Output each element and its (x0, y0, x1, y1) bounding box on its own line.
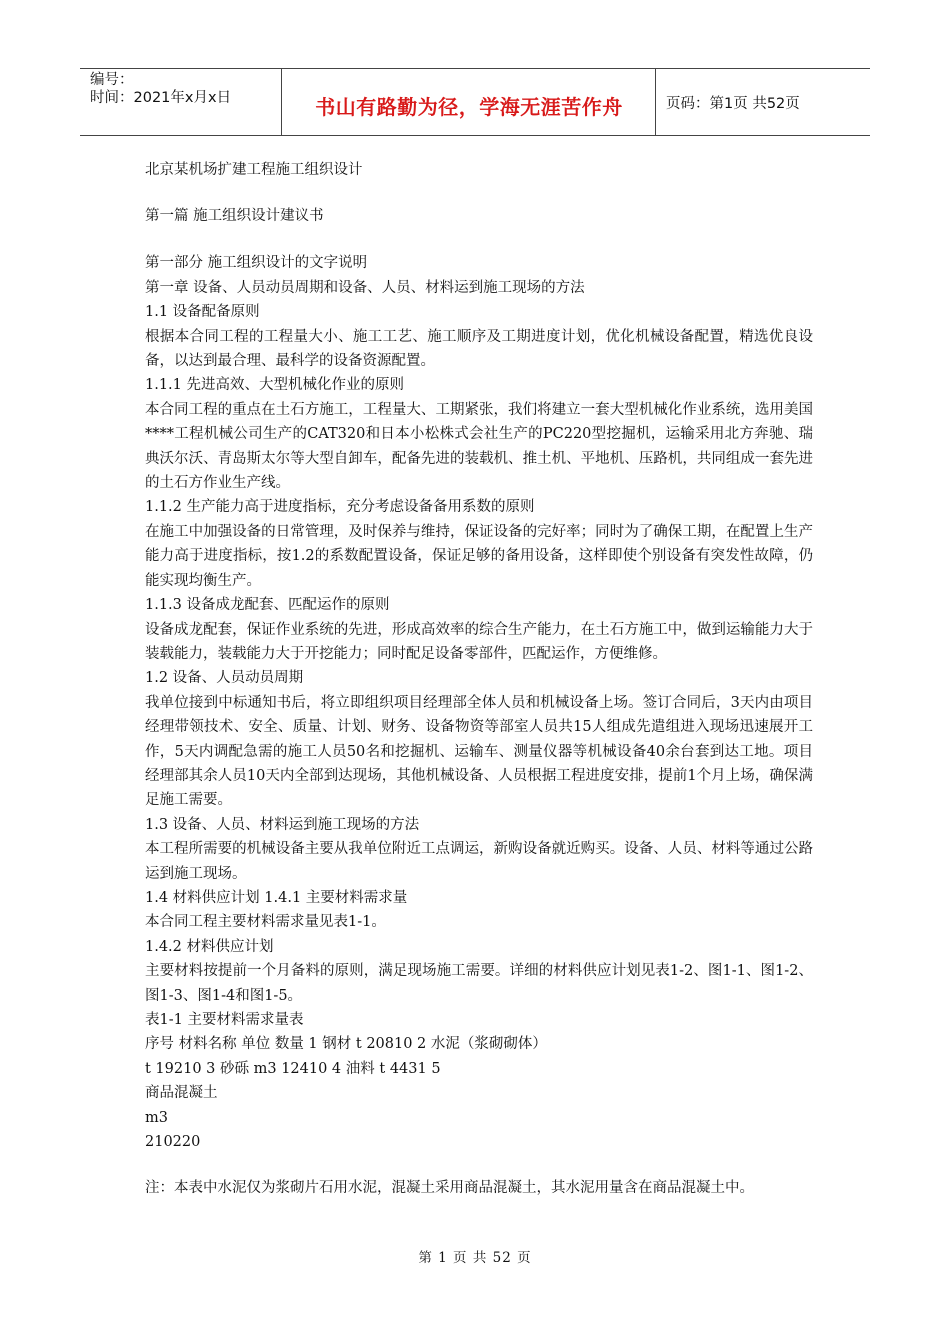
subsection-heading: 1.4 材料供应计划 1.4.1 主要材料需求量 (145, 889, 408, 906)
paragraph: 本合同工程的重点在土石方施工，工程量大、工期紧张，我们将建立一套大型机械化作业系统，选用美国****工程机械公司生产的CAT320和日本小松株式会社生产的PC220型挖掘机，运输采用北方奔驰、瑞典沃尔沃、青岛斯太尔等大型自卸车，配备先进的装载机、推土机、平地机、压路机，共同组成一套先进的土石方作业生产线。 (145, 401, 813, 492)
document-title: 北京某机场扩建工程施工组织设计 (145, 162, 363, 178)
section-heading: 第一部分 施工组织设计的文字说明 (145, 255, 368, 272)
paragraph: 本工程所需要的机械设备主要从我单位附近工点调运，新购设备就近购买。设备、人员、材料等通过公路运到施工现场。 (145, 841, 813, 882)
table-text-line: 序号 材料名称 单位 数量 1 钢材 t 20810 2 水泥（浆砌砌体） (145, 1036, 547, 1053)
paragraph: 本合同工程主要材料需求量见表1-1。 (145, 914, 386, 931)
motto-text: 书山有路勤为径，学海无涯苦作舟 (315, 94, 623, 119)
subsection-heading: 1.1.3 设备成龙配套、匹配运作的原则 (145, 597, 390, 614)
subsection-heading: 1.1.1 先进高效、大型机械化作业的原则 (145, 377, 405, 394)
paragraph: 设备成龙配套，保证作业系统的先进，形成高效率的综合生产能力，在土石方施工中，做到运输能力大于装载能力，装载能力大于开挖能力；同时配足设备零部件，匹配运作，方便维修。 (145, 621, 813, 662)
table-text-line: 商品混凝土 (145, 1085, 218, 1102)
paragraph: 我单位接到中标通知书后，将立即组织项目经理部全体人员和机械设备上场。签订合同后，3天内由项目经理带领技术、安全、质量、计划、财务、设备物资等部室人员共15人组成先遣组进入现场迅速展开工作，5天内调配急需的施工人员50名和挖掘机、运输车、测量仪器等机械设备40余台套到达工地。项目经理部其余人员10天内全部到达现场，其他机械设备、人员根据工程进度安排，提前1个月上场，确保满足施工需要。 (145, 694, 813, 809)
header-page-cell (656, 69, 870, 135)
time-label: 时间：2021年x月x日 (90, 90, 232, 106)
subsection-heading: 1.2 设备、人员动员周期 (145, 670, 304, 687)
table-text-line: m3 (145, 1109, 168, 1126)
table-text-line: t 19210 3 砂砾 m3 12410 4 油料 t 4431 5 (145, 1060, 441, 1077)
subsection-heading: 1.1 设备配备原则 (145, 304, 260, 321)
subsection-heading: 1.4.2 材料供应计划 (145, 938, 274, 955)
page-info: 页码：第1页 共52页 (666, 95, 800, 112)
chapter-heading: 第一章 设备、人员动员周期和设备、人员、材料运到施工现场的方法 (145, 279, 585, 296)
header-meta-cell (80, 69, 282, 135)
subsection-heading: 1.1.2 生产能力高于进度指标，充分考虑设备备用系数的原则 (145, 499, 535, 516)
page-footer: 第 1 页 共 52 页 (418, 1250, 532, 1266)
document-header (80, 68, 870, 136)
part-title: 第一篇 施工组织设计建议书 (145, 208, 324, 224)
paragraph: 根据本合同工程的工程量大小、施工工艺、施工顺序及工期进度计划，优化机械设备配置，精选优良设备，以达到最合理、最科学的设备资源配置。 (145, 328, 813, 370)
paragraph: 主要材料按提前一个月备料的原则，满足现场施工需要。详细的材料供应计划见表1-2、图1-1、图1-2、图1-3、图1-4和图1-5。 (145, 963, 813, 1004)
table-text-line: 210220 (145, 1134, 201, 1151)
code-label: 编号： (90, 72, 134, 88)
table-caption: 表1-1 主要材料需求量表 (145, 1012, 304, 1028)
table-note: 注：本表中水泥仅为浆砌片石用水泥，混凝土采用商品混凝土，其水泥用量含在商品混凝土中。 (145, 1180, 754, 1197)
document-body (145, 158, 813, 1201)
header-motto-cell (283, 69, 656, 135)
subsection-heading: 1.3 设备、人员、材料运到施工现场的方法 (145, 816, 420, 833)
paragraph: 在施工中加强设备的日常管理，及时保养与维持，保证设备的完好率；同时为了确保工期，在配置上生产能力高于进度指标，按1.2的系数配置设备，保证足够的备用设备，这样即使个别设备有突发性故障，仍能实现均衡生产。 (145, 523, 813, 589)
